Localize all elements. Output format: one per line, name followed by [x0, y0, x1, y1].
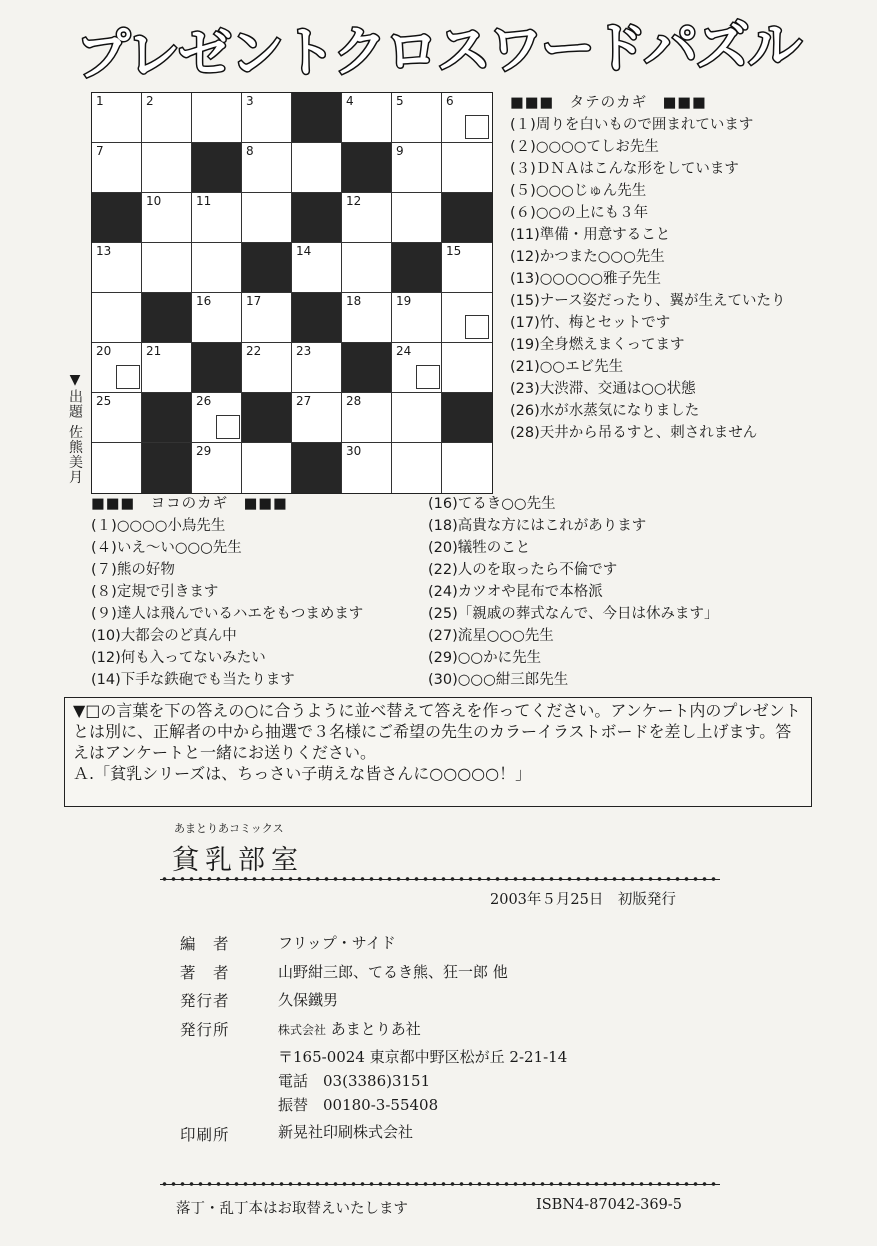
- crossword-grid: [91, 92, 493, 494]
- cell-number: 15: [446, 244, 462, 258]
- answer-marker-box: [416, 365, 440, 389]
- grid-cell: [342, 293, 392, 343]
- printer-label: 印刷所: [180, 1126, 230, 1144]
- grid-cell: [192, 243, 242, 293]
- black-cell: [442, 193, 492, 243]
- grid-cell: [342, 243, 392, 293]
- cell-number: 3: [246, 94, 254, 108]
- across-clue: (16)てるき○○先生: [428, 496, 556, 512]
- black-cell: [392, 243, 442, 293]
- cell-number: 30: [346, 444, 362, 458]
- down-clue: (13)○○○○○雅子先生: [510, 271, 662, 287]
- cell-number: 29: [196, 444, 212, 458]
- cell-number: 16: [196, 294, 212, 308]
- black-cell: [142, 293, 192, 343]
- down-clues: [510, 92, 800, 444]
- printer-value: 新晃社印刷株式会社: [278, 1123, 414, 1141]
- down-clue: (21)○○エビ先生: [510, 359, 624, 375]
- grid-cell: [142, 93, 192, 143]
- across-clue: (25)「親戚の葬式なんで、今日は休みます」: [428, 606, 719, 622]
- publisher-person-label: 発行者: [180, 992, 230, 1010]
- across-clue: (24)カツオや昆布で本格派: [428, 584, 603, 600]
- black-cell: [292, 193, 342, 243]
- down-clue: (１)周りを白いもので囲まれています: [510, 117, 754, 133]
- grid-cell: [192, 443, 242, 493]
- cell-number: 6: [446, 94, 454, 108]
- publisher-phone: 電話 03(3386)3151: [278, 1072, 431, 1090]
- grid-cell: [142, 343, 192, 393]
- down-clue: (28)天井から吊るすと、刺されません: [510, 425, 758, 441]
- cell-number: 23: [296, 344, 312, 358]
- cell-number: 26: [196, 394, 212, 408]
- grid-cell: [292, 393, 342, 443]
- black-cell: [92, 193, 142, 243]
- across-clue: (４)いえ〜い○○○先生: [91, 540, 242, 556]
- cell-number: 1: [96, 94, 104, 108]
- grid-cell: [92, 443, 142, 493]
- grid-cell: [92, 243, 142, 293]
- across-clue: (10)大都会のど真ん中: [91, 628, 237, 644]
- cell-number: 22: [246, 344, 262, 358]
- grid-cell: [142, 143, 192, 193]
- across-clue: (９)達人は飛んでいるハエをもつまめます: [91, 606, 364, 622]
- across-clue: (14)下手な鉄砲でも当たります: [91, 672, 295, 688]
- cell-number: 27: [296, 394, 312, 408]
- notice-answer: Ａ.「貧乳シリーズは、ちっさい子萌えな皆さんに○○○○○！」: [73, 764, 532, 783]
- grid-cell: [92, 293, 142, 343]
- cell-number: 24: [396, 344, 412, 358]
- across-clue: (18)高貴な方にはこれがあります: [428, 518, 647, 534]
- grid-cell: [442, 93, 492, 143]
- author-credit: ▼出題 佐熊美月: [67, 372, 83, 485]
- grid-cell: [192, 93, 242, 143]
- across-clue: (７)熊の好物: [91, 562, 175, 578]
- grid-cell: [292, 343, 342, 393]
- grid-cell: [192, 293, 242, 343]
- down-clue: (２)○○○○てしお先生: [510, 139, 659, 155]
- grid-cell: [242, 343, 292, 393]
- black-cell: [142, 443, 192, 493]
- grid-cell: [442, 343, 492, 393]
- black-cell: [292, 93, 342, 143]
- editor-value: フリップ・サイド: [278, 934, 396, 952]
- grid-cell: [242, 93, 292, 143]
- black-cell: [242, 243, 292, 293]
- cell-number: 13: [96, 244, 112, 258]
- grid-cell: [392, 193, 442, 243]
- cell-number: 25: [96, 394, 112, 408]
- black-cell: [442, 393, 492, 443]
- across-clue: (12)何も入ってないみたい: [91, 650, 266, 666]
- grid-cell: [92, 393, 142, 443]
- answer-notice-box: [64, 697, 812, 807]
- down-clue: (15)ナース姿だったり、翼が生えていたり: [510, 293, 786, 309]
- grid-cell: [292, 143, 342, 193]
- cell-number: 7: [96, 144, 104, 158]
- publisher-address: 〒165-0024 東京都中野区松が丘 2-21-14: [278, 1048, 568, 1066]
- cell-number: 18: [346, 294, 362, 308]
- across-clue: (22)人のを取ったら不倫です: [428, 562, 618, 578]
- cell-number: 20: [96, 344, 112, 358]
- grid-cell: [442, 293, 492, 343]
- down-clue: (６)○○の上にも３年: [510, 205, 649, 221]
- cell-number: 21: [146, 344, 162, 358]
- across-clue: (30)○○○紺三郎先生: [428, 672, 569, 688]
- replacement-note: 落丁・乱丁本はお取替えいたします: [176, 1201, 408, 1217]
- editor-label: 編 者: [180, 935, 230, 953]
- black-cell: [292, 293, 342, 343]
- black-cell: [292, 443, 342, 493]
- down-clue: (11)準備・用意すること: [510, 227, 671, 243]
- grid-cell: [392, 93, 442, 143]
- down-clue: (17)竹、梅とセットです: [510, 315, 671, 331]
- grid-cell: [242, 443, 292, 493]
- down-clue: (３)ＤＮＡはこんな形をしています: [510, 161, 739, 177]
- cell-number: 4: [346, 94, 354, 108]
- grid-cell: [192, 193, 242, 243]
- grid-cell: [342, 193, 392, 243]
- down-clue: (23)大渋滞、交通は○○状態: [510, 381, 696, 397]
- notice-text: ▼□の言葉を下の答えの○に合うように並べ替えて答えを作ってください。アンケート内のプレゼントとは別に、正解者の中から抽選で３名様にご希望の先生のカラーイラストボードを差し上げます。答えはアンケートと一緒にお送りください。: [73, 701, 801, 762]
- down-clues-heading: ■■■ タテのカギ ■■■: [510, 95, 707, 111]
- isbn: ISBN4-87042-369-5: [536, 1197, 682, 1213]
- grid-cell: [442, 243, 492, 293]
- across-clue: (８)定規で引きます: [91, 584, 219, 600]
- publisher-value: [278, 1018, 421, 1039]
- black-cell: [192, 343, 242, 393]
- grid-cell: [92, 343, 142, 393]
- cell-number: 2: [146, 94, 154, 108]
- grid-cell: [142, 193, 192, 243]
- grid-cell: [342, 393, 392, 443]
- down-clue: (12)かつまた○○○先生: [510, 249, 665, 265]
- grid-cell: [442, 443, 492, 493]
- cell-number: 17: [246, 294, 262, 308]
- down-clue: (５)○○○じゅん先生: [510, 183, 647, 199]
- across-clues-right: [428, 493, 718, 691]
- dotted-divider-bottom: [160, 1181, 720, 1187]
- black-cell: [192, 143, 242, 193]
- cell-number: 12: [346, 194, 362, 208]
- across-clues-left: [91, 493, 363, 691]
- cell-number: 9: [396, 144, 404, 158]
- grid-cell: [242, 143, 292, 193]
- cell-number: 19: [396, 294, 412, 308]
- puzzle-title: プレゼントクロスワードパズル: [75, 13, 801, 88]
- grid-cell: [292, 243, 342, 293]
- publisher-person-value: 久保鐵男: [278, 991, 339, 1009]
- answer-marker-box: [465, 315, 489, 339]
- black-cell: [142, 393, 192, 443]
- cell-number: 8: [246, 144, 254, 158]
- publisher-prefix: 株式会社: [278, 1023, 327, 1037]
- series-name: あまとりあコミックス: [174, 822, 284, 835]
- book-title: 貧乳部室: [172, 845, 304, 876]
- grid-cell: [142, 243, 192, 293]
- answer-marker-box: [116, 365, 140, 389]
- grid-cell: [392, 293, 442, 343]
- dotted-divider: [160, 876, 720, 882]
- publisher-name: あまとりあ社: [330, 1020, 421, 1038]
- grid-cell: [192, 393, 242, 443]
- across-clue: (20)犠牲のこと: [428, 540, 531, 556]
- answer-marker-box: [216, 415, 240, 439]
- grid-cell: [242, 293, 292, 343]
- down-clue: (19)全身燃えまくってます: [510, 337, 685, 353]
- grid-cell: [392, 443, 442, 493]
- cell-number: 5: [396, 94, 404, 108]
- cell-number: 11: [196, 194, 212, 208]
- across-clues-heading: ■■■ ヨコのカギ ■■■: [91, 496, 288, 512]
- grid-cell: [92, 93, 142, 143]
- across-clue: (１)○○○○小鳥先生: [91, 518, 226, 534]
- grid-cell: [392, 143, 442, 193]
- grid-cell: [342, 443, 392, 493]
- cell-number: 28: [346, 394, 362, 408]
- cell-number: 14: [296, 244, 312, 258]
- answer-marker-box: [465, 115, 489, 139]
- across-clue: (27)流星○○○先生: [428, 628, 554, 644]
- black-cell: [342, 143, 392, 193]
- black-cell: [242, 393, 292, 443]
- grid-cell: [342, 93, 392, 143]
- publication-date: 2003年５月25日 初版発行: [490, 892, 676, 908]
- authors-value: 山野紺三郎、てるき熊、狂一郎 他: [278, 963, 508, 981]
- publisher-label: 発行所: [180, 1021, 230, 1039]
- black-cell: [342, 343, 392, 393]
- grid-cell: [392, 343, 442, 393]
- grid-cell: [242, 193, 292, 243]
- down-clue: (26)水が水蒸気になりました: [510, 403, 700, 419]
- cell-number: 10: [146, 194, 162, 208]
- grid-cell: [392, 393, 442, 443]
- authors-label: 著 者: [180, 964, 230, 982]
- publisher-transfer: 振替 00180-3-55408: [278, 1096, 439, 1114]
- across-clue: (29)○○かに先生: [428, 650, 542, 666]
- grid-cell: [442, 143, 492, 193]
- grid-cell: [92, 143, 142, 193]
